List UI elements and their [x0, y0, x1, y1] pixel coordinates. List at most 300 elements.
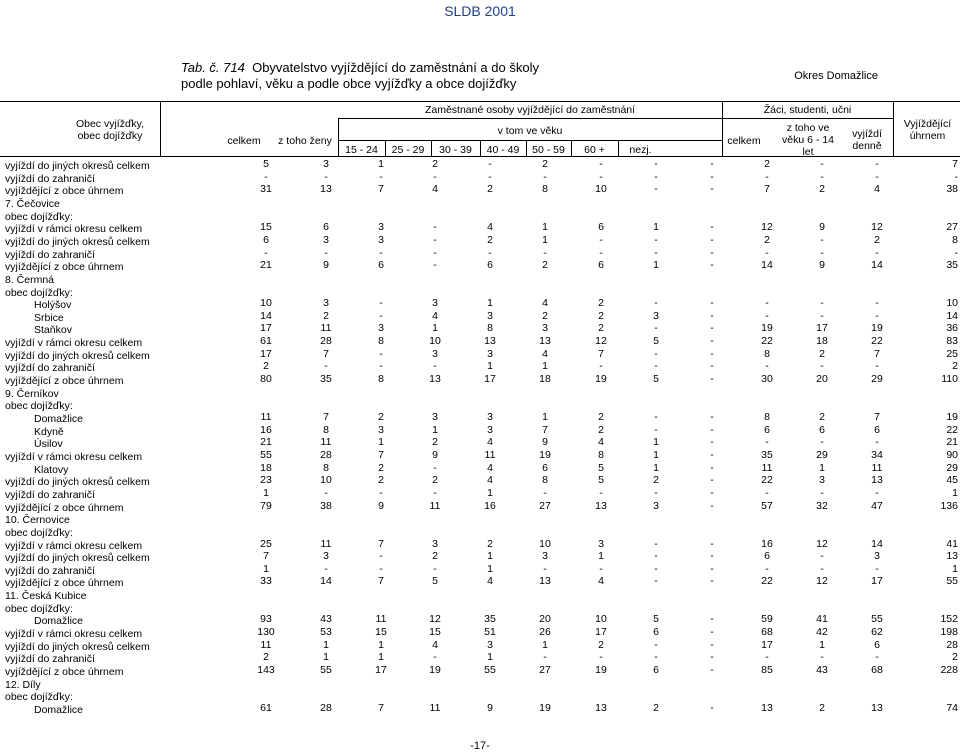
- table-cell: -: [710, 423, 714, 436]
- table-cell: 5: [432, 575, 438, 588]
- table-cell: -: [710, 233, 714, 246]
- table-cell: 11: [375, 613, 387, 626]
- table-cell: 13: [595, 499, 607, 512]
- table-cell: 35: [761, 448, 773, 461]
- table-cell: -: [710, 461, 714, 474]
- row-label: vyjíždí do jiných okresů celkem: [5, 552, 150, 565]
- table-cell: 35: [484, 613, 496, 626]
- row-label: Domažlice: [34, 413, 84, 425]
- table-cell: 13: [595, 701, 607, 714]
- table-cell: 35: [946, 259, 958, 272]
- table-cell: -: [765, 436, 769, 449]
- table-cell: 3: [653, 499, 659, 512]
- table-cell: 7: [263, 550, 269, 563]
- table-cell: 10: [946, 297, 958, 310]
- table-cell: -: [820, 562, 824, 575]
- table-cell: 1: [653, 436, 659, 449]
- table-cell: 2: [598, 309, 604, 322]
- table-cell: 17: [595, 626, 607, 639]
- row-label: vyjíždí do jiných okresů celkem: [5, 160, 150, 172]
- table-cell: 17: [484, 373, 496, 386]
- row-label: vyjíždí v rámci okresu celkem: [5, 450, 143, 463]
- header-z-toho-zeny: z toho ženy: [278, 135, 332, 147]
- table-cell: 7: [378, 448, 384, 461]
- table-cell: 1: [542, 638, 548, 651]
- table-cell: 25: [946, 347, 958, 360]
- table-cell: 1: [653, 448, 659, 461]
- table-cell: -: [820, 309, 824, 322]
- row-label: vyjíždí do jiných okresů celkem: [5, 349, 150, 362]
- table-cell: 9: [542, 436, 548, 449]
- table-cell: -: [710, 638, 714, 651]
- table-cell: -: [654, 651, 658, 664]
- table-cell: -: [954, 170, 958, 183]
- table-cell: -: [433, 246, 437, 259]
- table-cell: 3: [542, 550, 548, 563]
- table-cell: -: [710, 651, 714, 664]
- row-label: vyjíždějící z obce úhrnem: [5, 577, 124, 590]
- table-cell: 152: [940, 613, 958, 626]
- age-header: 40 - 49: [486, 144, 520, 156]
- region-label: Okres Domažlice: [794, 70, 878, 82]
- table-cell: -: [710, 246, 714, 259]
- table-cell: 16: [761, 537, 773, 550]
- table-cell: 1: [263, 486, 269, 499]
- table-cell: -: [710, 297, 714, 310]
- table-cell: 11: [484, 448, 496, 461]
- table-cell: -: [875, 309, 879, 322]
- table-cell: 55: [260, 448, 272, 461]
- row-label: vyjíždí do zahraničí: [5, 248, 95, 261]
- table-cell: -: [710, 347, 714, 360]
- table-cell: -: [710, 170, 714, 183]
- table-title: [181, 60, 539, 92]
- table-cell: 2: [263, 651, 269, 664]
- table-cell: 20: [816, 373, 828, 386]
- table-cell: 3: [432, 411, 438, 423]
- table-cell: 19: [595, 664, 607, 676]
- table-cell: -: [710, 701, 714, 714]
- table-cell: -: [488, 158, 492, 170]
- table-cell: 42: [816, 626, 828, 639]
- table-cell: -: [875, 297, 879, 310]
- table-cell: -: [954, 246, 958, 259]
- table-cell: 2: [874, 233, 880, 246]
- table-cell: 93: [260, 613, 272, 626]
- table-cell: -: [654, 575, 658, 588]
- table-cell: -: [654, 411, 658, 423]
- table-cell: 9: [323, 259, 329, 272]
- table-cell: -: [543, 651, 547, 664]
- row-label: Domažlice: [34, 703, 84, 716]
- table-cell: 1: [487, 562, 493, 575]
- table-cell: 4: [598, 436, 604, 449]
- table-cell: 15: [260, 221, 272, 234]
- table-cell: 1: [952, 486, 958, 499]
- table-cell: 4: [598, 575, 604, 588]
- age-header: 60 +: [584, 144, 605, 156]
- row-label: Srbice: [34, 311, 64, 324]
- row-label: obec dojížďky:: [5, 691, 73, 704]
- table-cell: 14: [871, 537, 883, 550]
- table-cell: 2: [487, 537, 493, 550]
- table-cell: 8: [487, 322, 493, 335]
- table-cell: 10: [320, 474, 332, 487]
- header-obec: Obec vyjížďky, obec dojížďky: [75, 118, 145, 142]
- table-cell: -: [433, 259, 437, 272]
- table-cell: 43: [816, 664, 828, 676]
- table-cell: 9: [819, 221, 825, 234]
- table-cell: 2: [542, 309, 548, 322]
- table-cell: -: [710, 373, 714, 386]
- table-cell: 14: [761, 259, 773, 272]
- table-cell: 17: [816, 322, 828, 335]
- table-cell: -: [875, 651, 879, 664]
- table-cell: 5: [653, 373, 659, 386]
- table-cell: 2: [378, 474, 384, 487]
- table-cell: 2: [598, 423, 604, 436]
- table-cell: -: [379, 170, 383, 183]
- table-cell: 27: [539, 499, 551, 512]
- table-cell: 130: [257, 626, 275, 639]
- table-cell: -: [710, 309, 714, 322]
- table-cell: -: [488, 170, 492, 183]
- table-cell: -: [875, 486, 879, 499]
- table-cell: 3: [542, 322, 548, 335]
- table-cell: -: [543, 246, 547, 259]
- table-cell: 11: [320, 537, 332, 550]
- table-cell: -: [433, 562, 437, 575]
- table-cell: 62: [871, 626, 883, 639]
- table-cell: 13: [429, 373, 441, 386]
- table-cell: -: [654, 562, 658, 575]
- zaci-underline: [722, 118, 893, 119]
- table-cell: -: [599, 360, 603, 373]
- table-cell: 2: [598, 411, 604, 423]
- table-cell: 7: [378, 575, 384, 588]
- header-celkem: celkem: [227, 135, 261, 147]
- table-cell: 47: [871, 499, 883, 512]
- table-cell: -: [433, 461, 437, 474]
- table-cell: 8: [764, 347, 770, 360]
- row-label: 10. Černovice: [5, 514, 70, 527]
- row-label: obec dojížďky:: [5, 602, 73, 615]
- table-cell: 4: [487, 575, 493, 588]
- header-zamestnane: Zaměstnané osoby vyjíždějící do zaměstnání: [424, 104, 636, 116]
- row-label: vyjíždějící z obce úhrnem: [5, 185, 124, 198]
- table-cell: 4: [487, 436, 493, 449]
- table-cell: 28: [946, 638, 958, 651]
- table-cell: -: [379, 550, 383, 563]
- table-cell: 16: [484, 499, 496, 512]
- table-cell: -: [654, 246, 658, 259]
- table-cell: -: [599, 651, 603, 664]
- table-cell: 45: [946, 474, 958, 487]
- table-cell: 17: [375, 664, 387, 676]
- table-cell: -: [765, 486, 769, 499]
- table-cell: 11: [260, 411, 272, 423]
- table-cell: 1: [263, 562, 269, 575]
- table-cell: 5: [263, 158, 269, 170]
- table-cell: 1: [432, 423, 438, 436]
- table-cell: 11: [871, 461, 883, 474]
- table-cell: 3: [598, 537, 604, 550]
- table-cell: 33: [260, 575, 272, 588]
- table-cell: 13: [539, 575, 551, 588]
- table-cell: 136: [940, 499, 958, 512]
- table-cell: -: [599, 158, 603, 170]
- row-label: vyjíždí v rámci okresu celkem: [5, 337, 143, 350]
- table-cell: 6: [764, 550, 770, 563]
- table-cell: 1: [487, 360, 493, 373]
- table-cell: -: [433, 170, 437, 183]
- table-cell: 10: [539, 537, 551, 550]
- table-cell: -: [324, 562, 328, 575]
- table-cell: 2: [653, 701, 659, 714]
- table-cell: 1: [378, 638, 384, 651]
- table-cell: -: [654, 537, 658, 550]
- table-cell: 83: [946, 335, 958, 348]
- table-cell: 1: [542, 360, 548, 373]
- table-cell: 7: [764, 183, 770, 196]
- table-cell: 13: [871, 701, 883, 714]
- table-cell: 9: [378, 499, 384, 512]
- row-label: obec dojížďky:: [5, 526, 73, 539]
- row-label: 12. Díly: [5, 678, 41, 691]
- table-cell: 2: [487, 183, 493, 196]
- table-cell: 13: [539, 335, 551, 348]
- age-header: nezj.: [629, 144, 652, 156]
- table-cell: 6: [653, 664, 659, 676]
- table-cell: -: [654, 170, 658, 183]
- table-cell: 17: [260, 322, 272, 335]
- table-cell: 7: [378, 537, 384, 550]
- table-title-line2: podle pohlaví, věku a podle obce vyjížďky a obce dojížďky: [181, 76, 517, 91]
- table-cell: 28: [320, 701, 332, 714]
- table-cell: -: [488, 246, 492, 259]
- table-cell: 2: [432, 550, 438, 563]
- table-cell: 1: [487, 297, 493, 310]
- table-cell: -: [765, 651, 769, 664]
- table-cell: 7: [952, 158, 958, 170]
- table-cell: 19: [761, 322, 773, 335]
- table-cell: -: [654, 297, 658, 310]
- table-cell: -: [710, 360, 714, 373]
- table-cell: -: [324, 360, 328, 373]
- table-cell: 2: [432, 474, 438, 487]
- table-cell: 8: [952, 233, 958, 246]
- table-cell: 6: [819, 423, 825, 436]
- table-cell: 17: [260, 347, 272, 360]
- table-cell: 2: [598, 297, 604, 310]
- table-cell: -: [710, 499, 714, 512]
- table-cell: 5: [653, 335, 659, 348]
- table-cell: 10: [429, 335, 441, 348]
- table-cell: 2: [764, 158, 770, 170]
- table-cell: 1: [819, 638, 825, 651]
- table-cell: 9: [819, 259, 825, 272]
- table-cell: 28: [320, 448, 332, 461]
- table-cell: -: [599, 170, 603, 183]
- table-cell: 43: [320, 613, 332, 626]
- row-label: vyjíždí do zahraničí: [5, 653, 95, 666]
- table-cell: 22: [761, 575, 773, 588]
- table-cell: -: [433, 651, 437, 664]
- table-cell: 53: [320, 626, 332, 639]
- table-cell: -: [875, 158, 879, 170]
- row-label: vyjíždí v rámci okresu celkem: [5, 628, 143, 641]
- table-cell: 27: [946, 221, 958, 234]
- table-cell: -: [820, 550, 824, 563]
- brand-header: SLDB 2001: [444, 3, 516, 19]
- age-header: 30 - 39: [439, 144, 472, 156]
- table-cell: -: [543, 170, 547, 183]
- row-label: vyjíždí v rámci okresu celkem: [5, 223, 143, 236]
- table-cell: 8: [764, 411, 770, 423]
- table-cell: -: [710, 562, 714, 575]
- row-label: vyjíždí do jiných okresů celkem: [5, 476, 150, 489]
- table-cell: -: [710, 183, 714, 196]
- table-cell: -: [324, 486, 328, 499]
- table-cell: 30: [761, 373, 773, 386]
- table-cell: 14: [946, 309, 958, 322]
- table-cell: 5: [653, 613, 659, 626]
- ages-top-rule: [338, 140, 722, 141]
- table-cell: 3: [323, 297, 329, 310]
- header-zaci-celkem: celkem: [727, 135, 761, 147]
- table-cell: 2: [432, 158, 438, 170]
- table-cell: 31: [260, 183, 272, 196]
- table-cell: 2: [432, 436, 438, 449]
- table-cell: -: [710, 575, 714, 588]
- table-cell: 6: [598, 221, 604, 234]
- table-cell: 10: [260, 297, 272, 310]
- page-number: -17-: [470, 740, 490, 752]
- table-cell: -: [710, 474, 714, 487]
- table-cell: -: [324, 170, 328, 183]
- table-cell: -: [543, 486, 547, 499]
- table-cell: 3: [378, 423, 384, 436]
- age-header: 15 - 24: [345, 144, 378, 156]
- table-cell: 21: [946, 436, 958, 449]
- table-cell: 10: [595, 613, 607, 626]
- table-cell: 28: [320, 335, 332, 348]
- table-cell: 68: [871, 664, 883, 676]
- table-cell: 3: [819, 474, 825, 487]
- table-cell: 23: [260, 474, 272, 487]
- table-cell: 2: [952, 360, 958, 373]
- table-cell: -: [654, 183, 658, 196]
- table-cell: -: [710, 448, 714, 461]
- table-cell: 6: [487, 259, 493, 272]
- row-label: vyjíždí do zahraničí: [5, 362, 95, 375]
- table-cell: -: [765, 297, 769, 310]
- row-label: Kdyně: [34, 425, 64, 438]
- row-label: 9. Černíkov: [5, 387, 59, 400]
- table-cell: 19: [539, 701, 551, 714]
- table-cell: -: [710, 664, 714, 676]
- table-cell: 1: [542, 411, 548, 423]
- table-cell: 15: [375, 626, 387, 639]
- table-cell: 2: [598, 638, 604, 651]
- vline-3: [893, 101, 894, 156]
- row-label: vyjíždějící z obce úhrnem: [5, 501, 124, 514]
- header-zaci: Žáci, studenti, učni: [763, 104, 852, 116]
- table-cell: 3: [323, 233, 329, 246]
- table-cell: 2: [653, 474, 659, 487]
- table-cell: 11: [320, 322, 332, 335]
- table-cell: 74: [946, 701, 958, 714]
- table-cell: 3: [378, 322, 384, 335]
- table-cell: 8: [323, 461, 329, 474]
- table-cell: -: [765, 562, 769, 575]
- table-cell: 3: [432, 537, 438, 550]
- table-cell: 8: [542, 183, 548, 196]
- table-cell: 8: [378, 373, 384, 386]
- table-cell: 6: [653, 626, 659, 639]
- table-cell: -: [654, 322, 658, 335]
- table-cell: -: [710, 486, 714, 499]
- table-cell: 32: [816, 499, 828, 512]
- table-cell: 3: [378, 221, 384, 234]
- table-cell: 6: [323, 221, 329, 234]
- header-z-toho-ve-veku: z toho ve věku 6 - 14 let: [782, 122, 834, 158]
- table-cell: 2: [819, 701, 825, 714]
- table-cell: 6: [378, 259, 384, 272]
- table-cell: 80: [260, 373, 272, 386]
- table-cell: 12: [871, 221, 883, 234]
- table-cell: 4: [542, 347, 548, 360]
- table-cell: 16: [260, 423, 272, 436]
- row-label: vyjíždí do jiných okresů celkem: [5, 235, 150, 248]
- table-cell: 22: [761, 474, 773, 487]
- row-label: obec dojížďky:: [5, 400, 73, 413]
- row-label: Klatovy: [34, 463, 69, 476]
- header-v-tom-ve-veku: v tom ve věku: [497, 125, 563, 137]
- row-label: Úsilov: [34, 438, 63, 451]
- header-vyjizdi-denne: vyjíždí denně: [852, 128, 882, 152]
- table-cell: 19: [871, 322, 883, 335]
- table-cell: 3: [487, 411, 493, 423]
- table-cell: 19: [539, 448, 551, 461]
- table-cell: 9: [432, 448, 438, 461]
- table-cell: 6: [764, 423, 770, 436]
- table-cell: -: [875, 360, 879, 373]
- table-cell: 2: [764, 233, 770, 246]
- table-cell: 3: [432, 297, 438, 310]
- table-cell: 19: [946, 411, 958, 423]
- vline-1: [160, 101, 161, 156]
- table-cell: 4: [542, 297, 548, 310]
- table-cell: 29: [946, 461, 958, 474]
- table-cell: 38: [946, 183, 958, 196]
- row-label: 7. Čečovice: [5, 197, 60, 210]
- table-cell: -: [599, 486, 603, 499]
- row-label: Domažlice: [34, 615, 84, 628]
- row-label: vyjíždějící z obce úhrnem: [5, 261, 124, 274]
- table-cell: 12: [816, 575, 828, 588]
- table-cell: 2: [819, 411, 825, 423]
- table-cell: 51: [484, 626, 496, 639]
- table-cell: 2: [487, 233, 493, 246]
- row-label: 8. Čermná: [5, 273, 55, 286]
- table-cell: 1: [323, 638, 329, 651]
- table-cell: 3: [487, 309, 493, 322]
- table-cell: -: [820, 246, 824, 259]
- table-cell: 25: [260, 537, 272, 550]
- table-cell: 29: [816, 448, 828, 461]
- table-cell: 26: [539, 626, 551, 639]
